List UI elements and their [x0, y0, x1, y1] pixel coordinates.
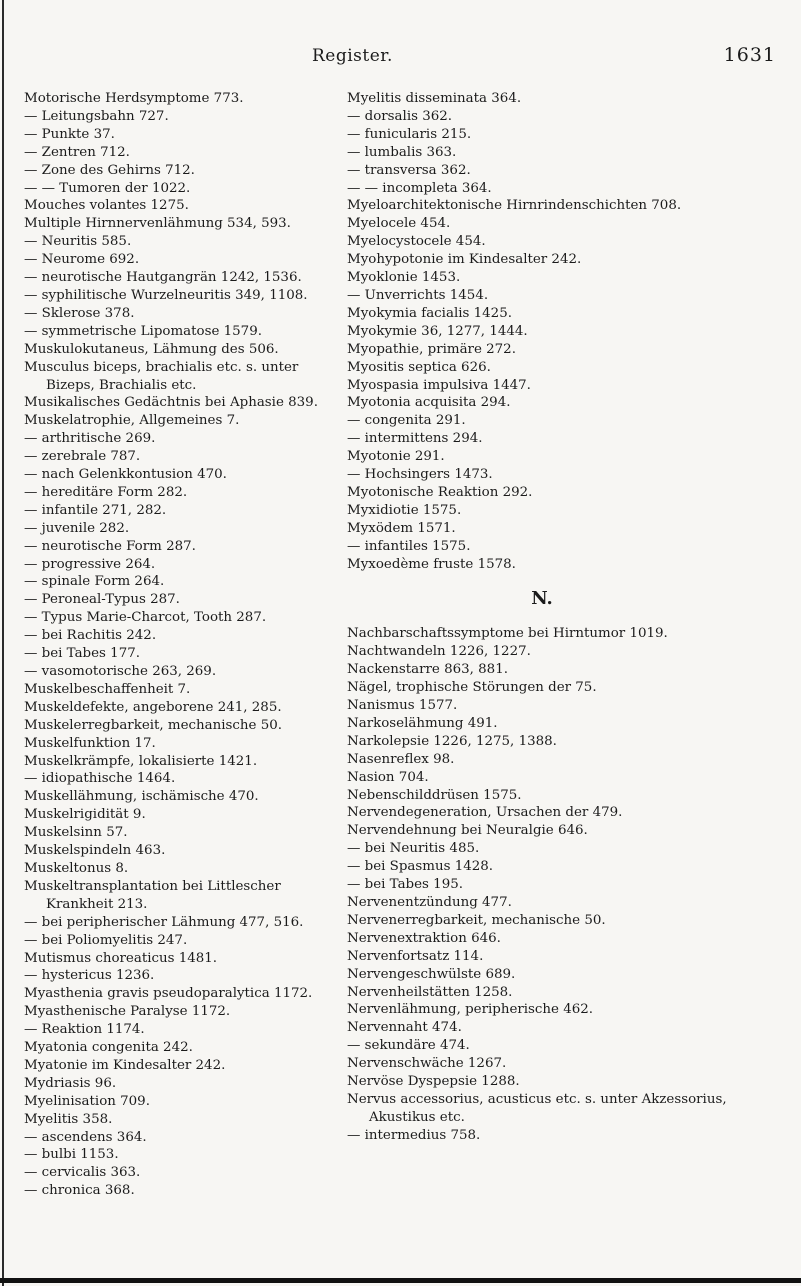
index-entry: Nervus accessorius, acusticus etc. s. unter Akzessorius, Akustikus etc.: [347, 1091, 727, 1125]
index-entry: Myohypotonie im Kindesalter 242.: [347, 252, 582, 268]
index-entry: Muskelkrämpfe, lokalisierte 1421.: [24, 753, 258, 769]
index-entry: Myelitis disseminata 364.: [347, 91, 522, 106]
page-number: 1631: [723, 44, 776, 66]
index-entry: Myelinisation 709.: [24, 1093, 150, 1109]
index-entry: Nackenstarre 863, 881.: [347, 662, 508, 678]
section-letter-heading: N.: [531, 588, 553, 610]
index-entry: Nervenlähmung, peripherische 462.: [347, 1002, 594, 1018]
index-entry: — neurotische Hautgangrän 1242, 1536.: [24, 270, 302, 286]
index-entry: Myxoedème fruste 1578.: [347, 556, 516, 572]
index-entry: Myxödem 1571.: [347, 520, 456, 536]
index-entry: Narkoselähmung 491.: [347, 715, 498, 731]
index-entry: — Punkte 37.: [24, 126, 115, 142]
index-entry: Myelocele 454.: [347, 216, 451, 232]
index-entry: — juvenile 282.: [24, 520, 130, 536]
index-entry: Nervendehnung bei Neuralgie 646.: [347, 823, 588, 839]
index-entry: — — Tumoren der 1022.: [24, 180, 191, 196]
index-entry: — nach Gelenkkontusion 470.: [24, 467, 227, 483]
index-entry: — lumbalis 363.: [347, 144, 457, 160]
index-entry: — ascendens 364.: [24, 1129, 147, 1145]
index-entry: Narkolepsie 1226, 1275, 1388.: [347, 733, 557, 749]
index-entry: — Unverrichts 1454.: [347, 287, 489, 303]
index-entry: — chronica 368.: [24, 1183, 135, 1199]
index-entry: — transversa 362.: [347, 162, 471, 178]
index-entry: — vasomotorische 263, 269.: [24, 664, 217, 679]
index-entry: — cervicalis 363.: [24, 1165, 141, 1181]
index-entry: Nebenschilddrüsen 1575.: [347, 787, 522, 803]
index-entry: — progressive 264.: [24, 556, 156, 572]
index-entry: — Leitungsbahn 727.: [24, 108, 169, 124]
index-entry: Myotonia acquisita 294.: [347, 395, 511, 411]
index-entry: Nervenextraktion 646.: [347, 930, 501, 946]
index-entry: Muskeltransplantation bei Littlescher Krankheit 213.: [24, 878, 281, 912]
index-entry: — hystericus 1236.: [24, 968, 155, 984]
index-entry: — bei Neuritis 485.: [347, 841, 480, 857]
index-entry: — bulbi 1153.: [24, 1147, 119, 1163]
index-entry: — intermittens 294.: [347, 431, 483, 447]
index-entry: Nervennaht 474.: [347, 1020, 462, 1036]
index-entry: Nasion 704.: [347, 769, 429, 785]
index-entry: — bei Rachitis 242.: [24, 628, 157, 644]
index-entry: — Zentren 712.: [24, 144, 130, 160]
index-entry: Nervenschwäche 1267.: [347, 1056, 507, 1072]
index-column-left: [24, 90, 330, 1200]
index-entry: Muskeltonus 8.: [24, 860, 129, 876]
index-entry: Myelitis 358.: [24, 1111, 113, 1127]
index-entry: — Zone des Gehirns 712.: [24, 162, 195, 178]
index-entry: Muskelsinn 57.: [24, 825, 128, 841]
index-entry: — sekundäre 474.: [347, 1038, 470, 1054]
index-entry: Myeloarchitektonische Hirnrindenschichten 708.: [347, 198, 682, 214]
index-entry: Myotonie 291.: [347, 449, 445, 465]
index-entry: — intermedius 758.: [347, 1127, 481, 1143]
index-entry: — Hochsingers 1473.: [347, 467, 493, 483]
index-entry: Muskelatrophie, Allgemeines 7.: [24, 413, 240, 429]
index-entry: Myokymia facialis 1425.: [347, 305, 512, 321]
index-entry: Myositis septica 626.: [347, 359, 491, 375]
index-entry: — — incompleta 364.: [347, 180, 492, 196]
index-entry: — Typus Marie-Charcot, Tooth 287.: [24, 610, 267, 626]
index-entry: Nasenreflex 98.: [347, 751, 455, 767]
index-entry: Myasthenische Paralyse 1172.: [24, 1004, 231, 1020]
index-entry: Myasthenia gravis pseudoparalytica 1172.: [24, 986, 313, 1002]
index-entry: — Neuritis 585.: [24, 234, 132, 250]
index-entry: — Neurome 692.: [24, 252, 140, 268]
index-entry: — symmetrische Lipomatose 1579.: [24, 323, 262, 339]
index-entry: — neurotische Form 287.: [24, 538, 196, 554]
index-entry: — Reaktion 1174.: [24, 1022, 145, 1038]
index-entry: Muskelrigidität 9.: [24, 807, 146, 823]
index-entry: Musikalisches Gedächtnis bei Aphasie 839.: [24, 395, 318, 411]
index-entry: Myospasia impulsiva 1447.: [347, 377, 531, 393]
page-header: [0, 44, 801, 72]
bottom-rule: [0, 1278, 801, 1283]
index-entry: Muskelbeschaffenheit 7.: [24, 681, 191, 697]
index-entry: Myatonia congenita 242.: [24, 1040, 193, 1056]
index-column-right: [347, 90, 777, 1145]
index-entry: Muskellähmung, ischämische 470.: [24, 789, 259, 805]
index-entry: Myelocystocele 454.: [347, 234, 486, 250]
index-entry: — funicularis 215.: [347, 126, 472, 142]
index-entry: Motorische Herdsymptome 773.: [24, 91, 244, 106]
index-entry: — infantiles 1575.: [347, 538, 471, 554]
index-entry: — arthritische 269.: [24, 431, 156, 447]
index-entry: Nachtwandeln 1226, 1227.: [347, 644, 531, 660]
index-entry: Mutismus choreaticus 1481.: [24, 950, 218, 966]
index-entry: — bei peripherischer Lähmung 477, 516.: [24, 914, 304, 930]
index-entry: Musculus biceps, brachialis etc. s. unter Bizeps, Brachialis etc.: [24, 359, 299, 393]
index-entry: Muskelspindeln 463.: [24, 843, 166, 859]
index-entry: — Sklerose 378.: [24, 305, 135, 321]
index-entry: Nervenheilstätten 1258.: [347, 984, 513, 1000]
running-title: Register.: [312, 46, 393, 66]
index-entry: — hereditäre Form 282.: [24, 484, 188, 500]
index-entry: Nervöse Dyspepsie 1288.: [347, 1074, 520, 1090]
index-entry: Muskeldefekte, angeborene 241, 285.: [24, 699, 282, 715]
index-entry: Myoklonie 1453.: [347, 270, 461, 286]
index-entry: Nervengeschwülste 689.: [347, 966, 516, 982]
index-entry: — dorsalis 362.: [347, 108, 453, 124]
index-entry: — congenita 291.: [347, 413, 466, 429]
index-entry: Nervenerregbarkeit, mechanische 50.: [347, 912, 606, 928]
index-entry: Mydriasis 96.: [24, 1075, 117, 1091]
index-entry: Nanismus 1577.: [347, 698, 458, 713]
index-entry: Nervendegeneration, Ursachen der 479.: [347, 805, 623, 821]
index-entry: — bei Tabes 177.: [24, 646, 140, 662]
index-entry: Myotonische Reaktion 292.: [347, 484, 533, 500]
index-entry: Myokymie 36, 1277, 1444.: [347, 323, 528, 339]
index-entry: Myopathie, primäre 272.: [347, 341, 516, 357]
index-entry: Nägel, trophische Störungen der 75.: [347, 680, 597, 696]
index-entry: — infantile 271, 282.: [24, 502, 167, 518]
index-entry: Myatonie im Kindesalter 242.: [24, 1057, 226, 1073]
index-entry: Nervenentzündung 477.: [347, 894, 512, 910]
index-entry: Muskelerregbarkeit, mechanische 50.: [24, 717, 283, 733]
index-entry: Muskelfunktion 17.: [24, 735, 156, 751]
index-entry: Mouches volantes 1275.: [24, 198, 189, 214]
index-entry: — bei Spasmus 1428.: [347, 859, 494, 875]
index-entry: Myxidiotie 1575.: [347, 502, 462, 518]
index-entry: — Peroneal-Typus 287.: [24, 592, 180, 608]
index-entry: — zerebrale 787.: [24, 449, 141, 465]
page-binding-edge: [2, 0, 4, 1286]
index-entry: — bei Tabes 195.: [347, 877, 463, 893]
index-entry: Nervenfortsatz 114.: [347, 948, 484, 964]
index-entry: Multiple Hirnnervenlähmung 534, 593.: [24, 216, 291, 232]
index-entry: — bei Poliomyelitis 247.: [24, 932, 188, 948]
index-entry: — idiopathische 1464.: [24, 771, 176, 787]
index-entry: Nachbarschaftssymptome bei Hirntumor 1019.: [347, 626, 668, 642]
index-entry: — spinale Form 264.: [24, 574, 165, 590]
index-entry: — syphilitische Wurzelneuritis 349, 1108.: [24, 287, 308, 303]
index-entry: Muskulokutaneus, Lähmung des 506.: [24, 341, 279, 357]
